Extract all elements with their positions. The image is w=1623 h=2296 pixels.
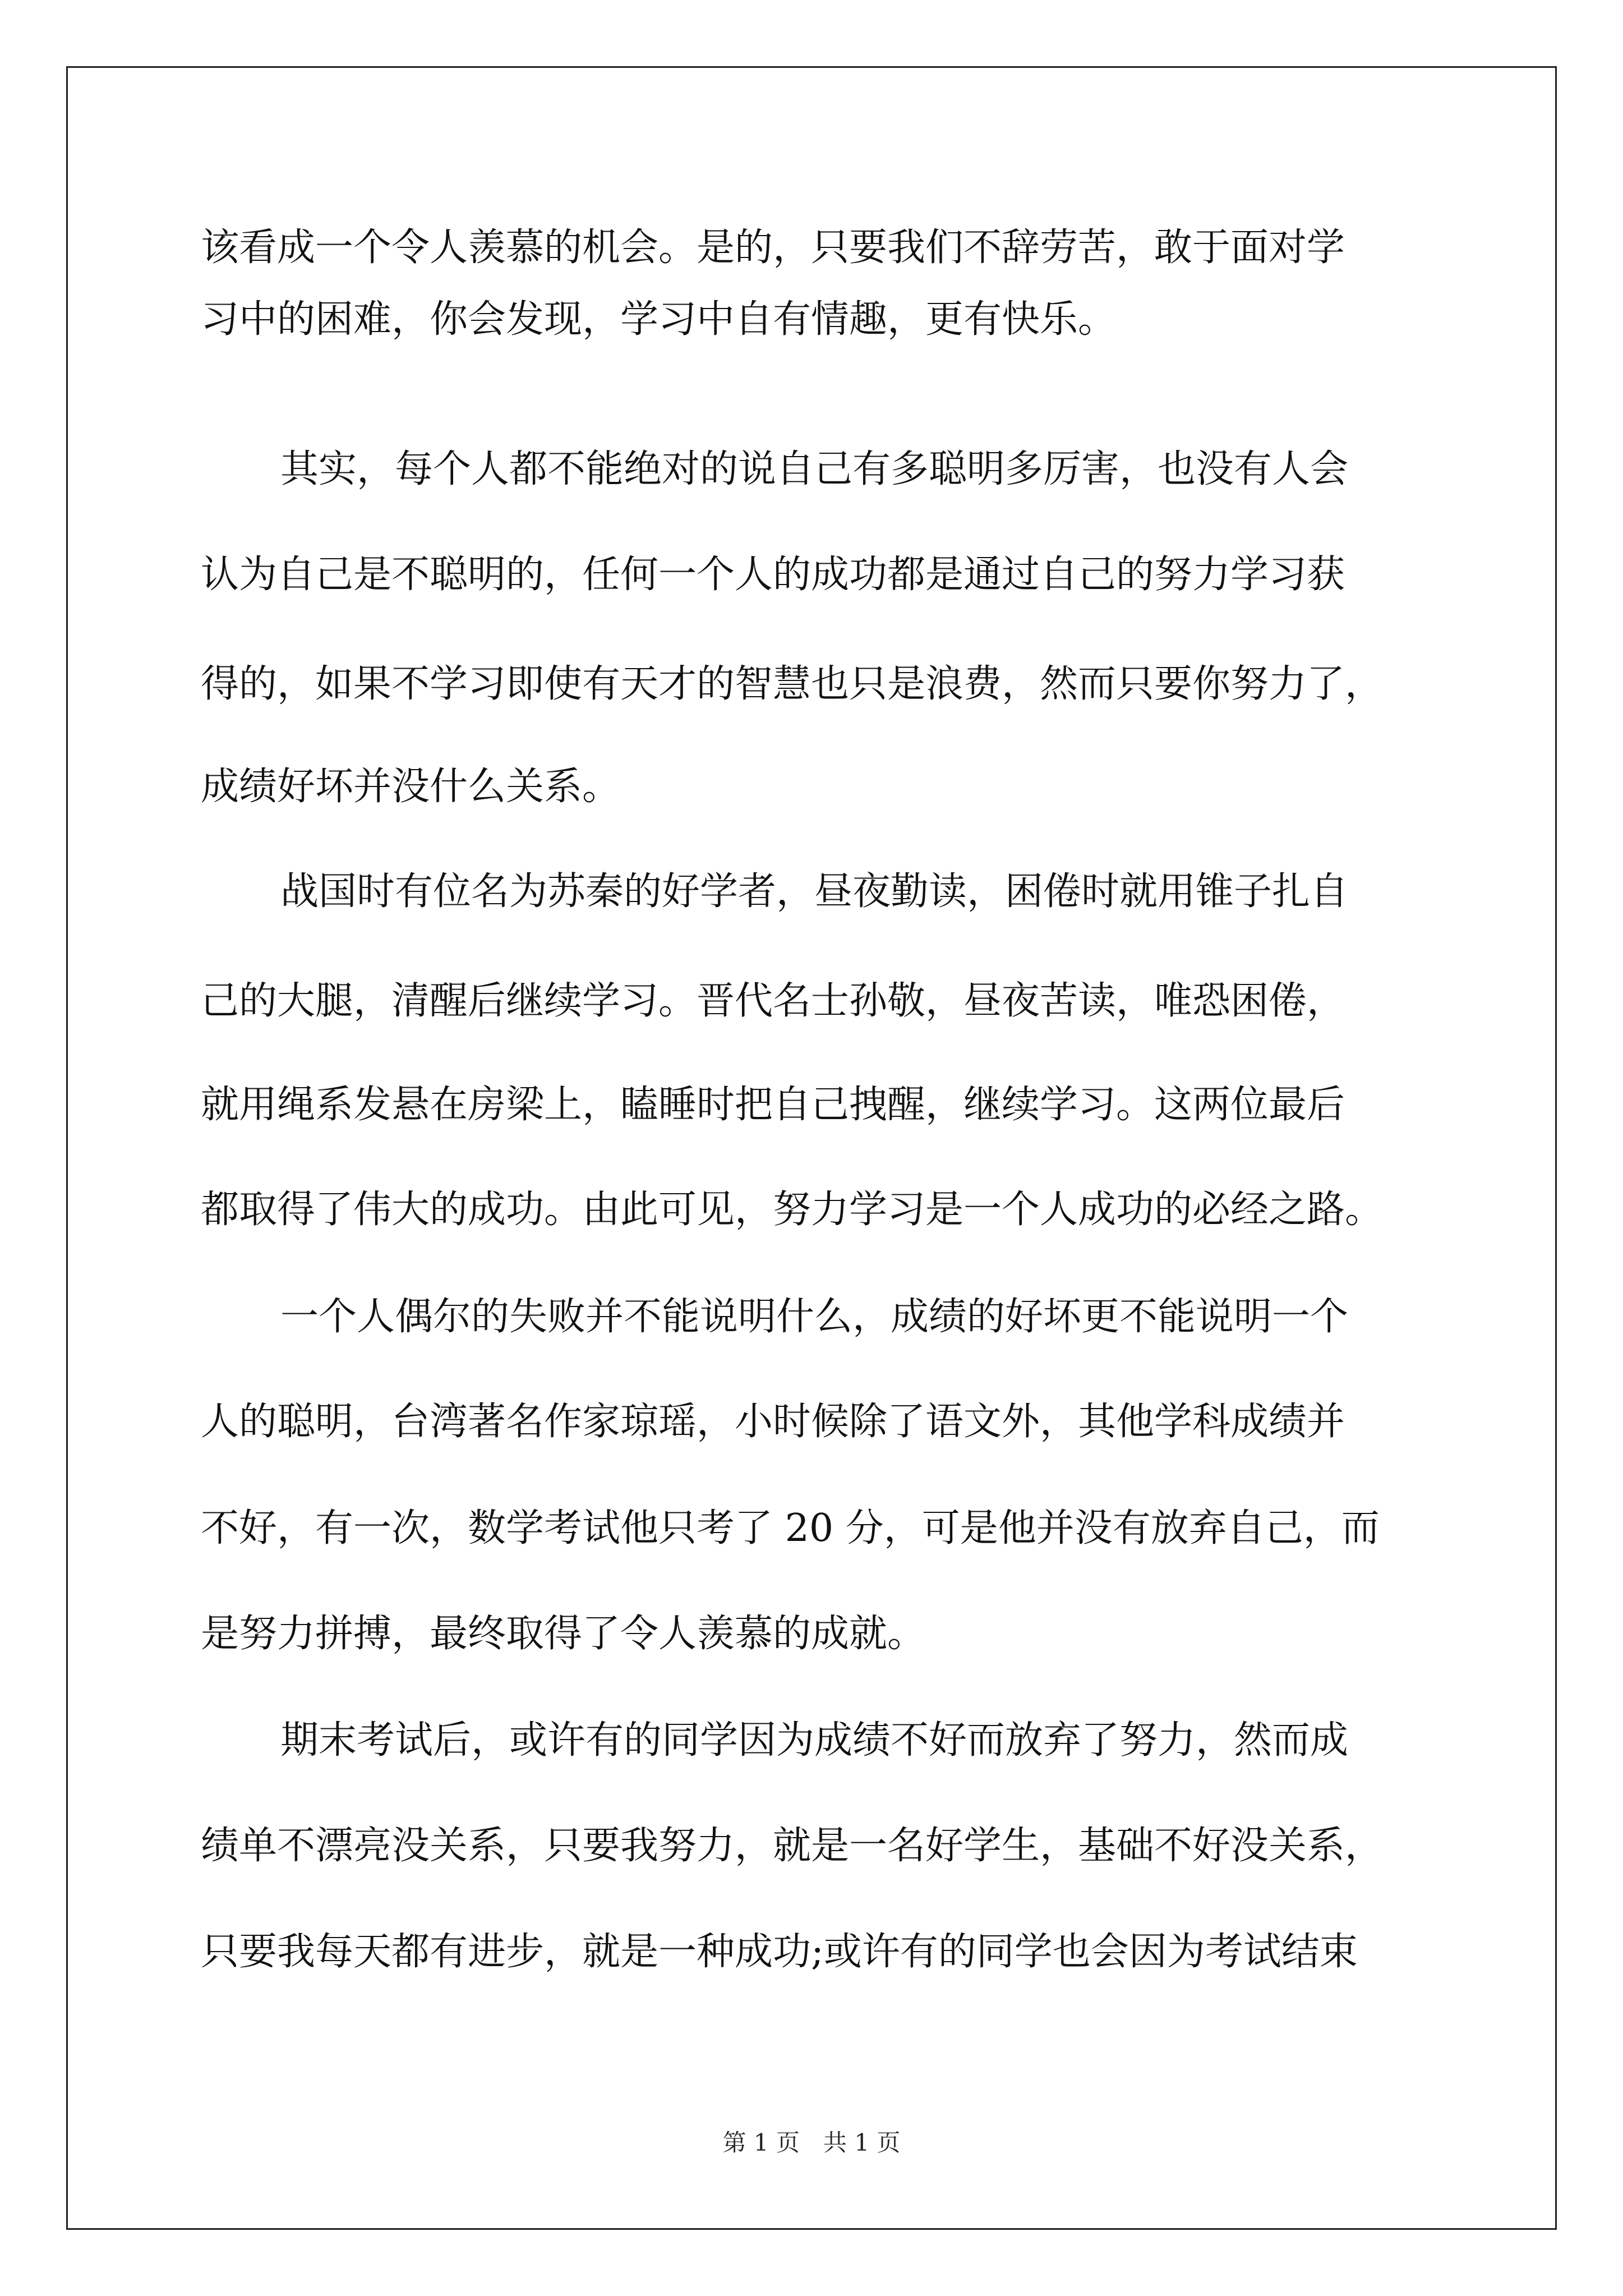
text-line: 得的，如果不学习即使有天才的智慧也只是浪费，然而只要你努力了， (201, 662, 1384, 706)
text-line: 认为自己是不聪明的，任何一个人的成功都是通过自己的努力学习获 (201, 553, 1345, 597)
text-line: 就用绳系发悬在房梁上，瞌睡时把自己拽醒，继续学习。这两位最后 (201, 1083, 1345, 1127)
text-line: 是努力拼搏，最终取得了令人羡慕的成就。 (201, 1612, 926, 1656)
text-line: 人的聪明，台湾著名作家琼瑶，小时候除了语文外，其他学科成绩并 (201, 1400, 1345, 1444)
paragraph-first-line: 战国时有位名为苏秦的好学者，昼夜勤读，困倦时就用锥子扎自 (280, 869, 1349, 914)
text-line: 习中的困难，你会发现，学习中自有情趣，更有快乐。 (201, 297, 1117, 342)
page-number: 第 1 页 共 1 页 (722, 2129, 901, 2156)
paragraph-first-line: 其实，每个人都不能绝对的说自己有多聪明多厉害，也没有人会 (280, 447, 1349, 491)
text-line: 该看成一个令人羡慕的机会。是的，只要我们不辞劳苦，敢于面对学 (201, 226, 1345, 270)
text-line: 只要我每天都有进步，就是一种成功;或许有的同学也会因为考试结束 (201, 1930, 1358, 1974)
text-line: 绩单不漂亮没关系，只要我努力，就是一名好学生，基础不好没关系， (201, 1824, 1384, 1868)
text-line: 都取得了伟大的成功。由此可见，努力学习是一个人成功的必经之路。 (201, 1188, 1384, 1232)
paragraph-first-line: 期末考试后，或许有的同学因为成绩不好而放弃了努力，然而成 (280, 1718, 1349, 1763)
text-line: 不好，有一次，数学考试他只考了 20 分，可是他并没有放弃自己，而 (201, 1506, 1380, 1550)
text-line: 己的大腿，清醒后继续学习。晋代名士孙敬，昼夜苦读，唯恐困倦， (201, 979, 1345, 1023)
paragraph-first-line: 一个人偶尔的失败并不能说明什么，成绩的好坏更不能说明一个 (280, 1295, 1349, 1339)
text-line: 成绩好坏并没什么关系。 (201, 765, 621, 809)
